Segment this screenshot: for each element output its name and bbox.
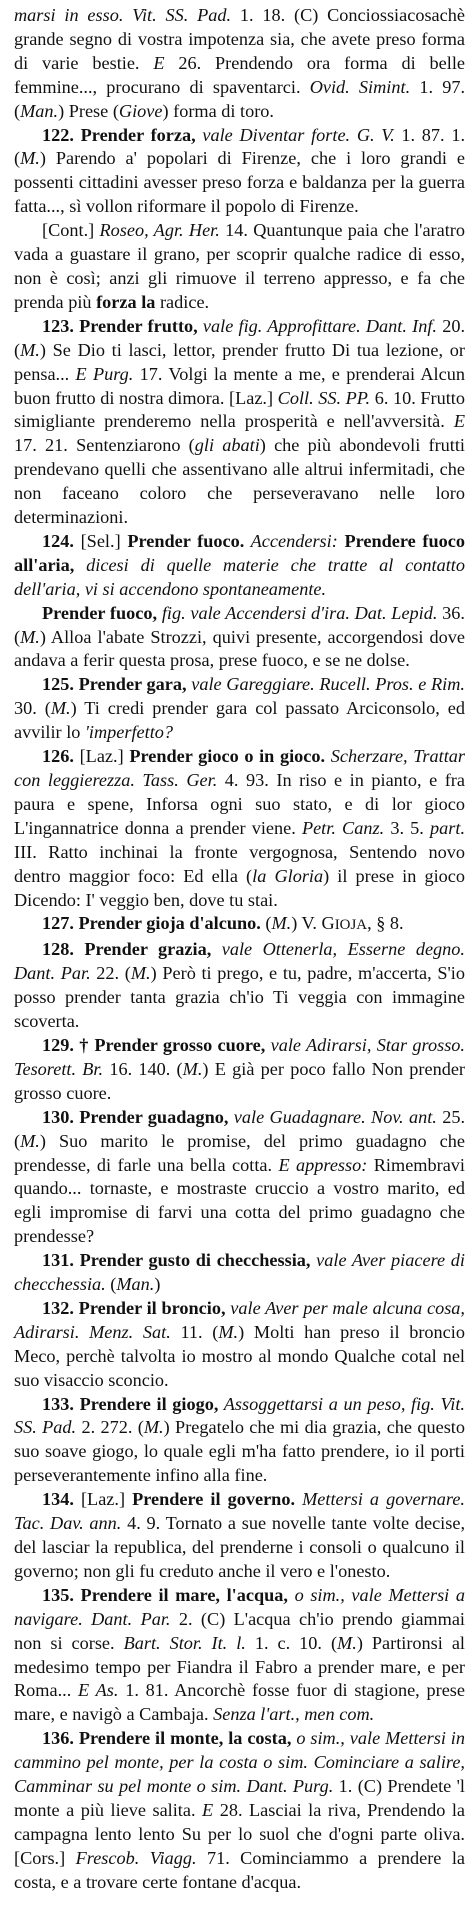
- body-text: 1. c. 10. (: [245, 1632, 338, 1653]
- citation-text: M.: [271, 913, 292, 934]
- entry-133-prendere-giogo: [14, 1393, 465, 1489]
- citation-text: E As.: [78, 1680, 119, 1701]
- body-text: C: [207, 1608, 220, 1629]
- citation-text: Man.: [20, 100, 59, 121]
- citation-text: M.: [218, 1321, 239, 1342]
- headword: 134.: [42, 1489, 81, 1510]
- headword: 123. Prender frutto,: [42, 315, 198, 336]
- headword: Prender fuoco,: [42, 602, 158, 623]
- citation-text: M.: [20, 148, 40, 169]
- body-text: 14. Quantunque paia che l'aratro vada a guastare il grano, per scoprir qualche radice di esso, non è così; anzi gli rimuove il terreno appresso, e fa che prenda più: [14, 220, 466, 312]
- entry-128-prender-grazia: [14, 938, 465, 1034]
- body-text: 4. 93. In riso e in pianto, e fra paura e spene, Inforsa ogni suo stato, e di lor gioco L'ingannatrice donna a prender viene.: [14, 770, 465, 838]
- citation-text: vale Diventar forte. G. V.: [195, 124, 395, 145]
- entry-126-prender-gioco: [14, 745, 465, 912]
- entry-124-prender-fuoco: [14, 530, 465, 602]
- headword: forza la: [96, 291, 156, 312]
- entry-134-prendere-governo: [14, 1488, 465, 1584]
- body-text: ): [154, 1274, 161, 1295]
- citation-text: Giove: [118, 100, 163, 121]
- headword: Prendere il governo.: [132, 1489, 296, 1510]
- citation-text: vale Aver per male alcuna cosa, Adirarsi. Menz. Sat.: [14, 1297, 465, 1342]
- citation-text: o sim., vale Mettersi a navigare. Dant. Par.: [14, 1584, 466, 1629]
- body-text: [Laz.]: [79, 746, 130, 767]
- headword: 130. Prender guadagno,: [42, 1106, 229, 1127]
- citation-text: Frescob. Viagg.: [75, 1847, 197, 1868]
- citation-text: marsi in esso. Vit. SS. Pad.: [14, 5, 232, 25]
- body-text: ) L'acqua ch'io prendo giammai non si corse.: [14, 1608, 465, 1653]
- body-text: ) Prendete 'l monte a più lieve salita.: [14, 1776, 465, 1820]
- body-text: (: [260, 913, 272, 934]
- body-text: 22. (: [90, 963, 131, 984]
- body-text: 1. 97. (: [14, 76, 466, 121]
- citation-text: vale Guadagnare. Nov. ant.: [228, 1106, 437, 1127]
- body-text: 2. (: [170, 1608, 207, 1629]
- citation-text: M.: [337, 1632, 357, 1653]
- entry-129-prender-grosso-cuore: [14, 1034, 465, 1106]
- headword: 132. Prender il broncio,: [42, 1297, 226, 1318]
- entry-132-prender-broncio: [14, 1297, 465, 1393]
- entry-125-prender-gara: [14, 673, 465, 745]
- headword: 136. Prendere il monte, la costa,: [42, 1728, 292, 1749]
- body-text: [Cont.]: [42, 220, 100, 241]
- body-text: 2. 272. (: [76, 1417, 144, 1438]
- citation-text: Assoggettarsi a un peso, fig. Vit. SS. Pad.: [14, 1393, 465, 1438]
- body-text: ) Molti han preso il broncio Meco, perchè talvolta io mostro al mondo Qualche cotal nel suo visaccio sconcio.: [14, 1321, 465, 1390]
- citation-text: gli abati: [194, 435, 260, 456]
- body-text: 16. 140. (: [103, 1058, 183, 1079]
- citation-text: M.: [50, 698, 71, 719]
- headword: 126.: [42, 746, 80, 767]
- citation-text: Scherzare, Trattar con leggierezza. Tass. Ger.: [14, 746, 465, 790]
- headword: Prender gioco o in gioco.: [129, 746, 326, 767]
- citation-text: 'imperfetto?: [84, 722, 174, 743]
- body-text: ) Prese (: [58, 100, 119, 121]
- entry-130-prender-guadagno: [14, 1106, 465, 1249]
- body-text: 25. (: [14, 1106, 466, 1151]
- citation-text: M.: [20, 626, 40, 647]
- citation-text: E: [453, 411, 465, 432]
- body-text: ) forma di toro.: [162, 100, 274, 121]
- body-text: ) il prese in gioco Dicendo: I' veggio ben, dove tu stai.: [14, 865, 465, 910]
- citation-text: la Gloria: [252, 865, 324, 886]
- body-text: [Sel.]: [80, 530, 128, 551]
- body-text: ) Partironsi al medesimo tempo per Fiandra il Fabro a prender mare, e per Roma...: [14, 1632, 465, 1701]
- body-text: 6. 10. Frutto simigliante prenderemo nella prosperità e nell'avversità.: [14, 387, 465, 432]
- citation-text: Roseo, Agr. Her.: [99, 220, 220, 241]
- body-text: , § 8.: [367, 913, 404, 934]
- entry-122-prender-forza: [14, 124, 465, 220]
- body-text: ) E già per poco fallo Non prender grosso cuore.: [14, 1058, 466, 1103]
- headword: 127. Prender gioja d'alcuno.: [42, 913, 261, 934]
- headword: Prendere fuoco all'aria,: [14, 530, 465, 575]
- citation-text: M.: [182, 1058, 203, 1079]
- body-text: ) Parendo a' popolari di Firenze, che i loro grandi e possenti cittadini avesser preso forza e baldanza per la guerra fatta..., sì vollon riformare il popolo di Firenze.: [14, 148, 465, 217]
- body-text: 11. (: [170, 1321, 219, 1342]
- citation-text: E: [153, 52, 165, 73]
- headword: 122. Prender forza,: [42, 124, 196, 145]
- body-text: ) Pregatelo che mi dia grazia, che questo suo soave giogo, lo quale egli m'ha fatto prendere, io il porti perseverantemente infino alla fine.: [14, 1417, 466, 1486]
- citation-text: E: [202, 1799, 214, 1820]
- headword: 133. Prendere il giogo,: [42, 1393, 219, 1414]
- citation-text: vale Adirarsi, Star grosso. Tesorett. Br.: [14, 1034, 465, 1079]
- citation-text: Petr. Canz.: [301, 817, 385, 838]
- entry-123-prender-frutto: [14, 315, 465, 530]
- body-text: ) V. G: [291, 913, 335, 934]
- body-text: ) Ti credi prender gara col passato Arciconsolo, ed avvilir lo: [14, 698, 465, 743]
- citation-text: M.: [130, 963, 151, 984]
- citation-text: Man.: [116, 1274, 155, 1295]
- headword: 135. Prendere il mare, l'acqua,: [42, 1584, 288, 1605]
- entry-131-prender-gusto: [14, 1249, 465, 1297]
- citation-text: M.: [143, 1417, 164, 1438]
- citation-text: Mettersi a governare. Tac. Dav. ann.: [14, 1489, 465, 1534]
- headword: 129. † Prender grosso cuore,: [42, 1034, 266, 1055]
- body-text: III. Ratto inchinai la fronte vergognosa, Sentendo novo dentro maggior foco: Ed ella (: [14, 841, 465, 886]
- body-text: 1. 87. 1. (: [14, 124, 465, 169]
- entry-122-cont-roseo: [14, 219, 465, 315]
- headword: 124.: [42, 530, 81, 551]
- entry-136-prendere-monte: [14, 1727, 465, 1894]
- citation-text: Coll. SS. PP.: [277, 387, 371, 408]
- headword: 125. Prender gara,: [42, 674, 187, 695]
- citation-text: vale fig. Approfittare. Dant. Inf.: [197, 315, 437, 336]
- headword: 131. Prender gusto di checchessia,: [42, 1250, 311, 1271]
- citation-text: M.: [20, 1130, 40, 1151]
- entry-127-prender-gioja: [14, 912, 465, 938]
- citation-text: vale Ottenerla, Esserne degno. Dant. Par.: [14, 939, 465, 984]
- body-text: 17. 21. Sentenziarono (: [14, 435, 195, 456]
- citation-text: vale Aver piacere di checchessia.: [14, 1250, 465, 1295]
- citation-text: Senza l'art., men com.: [213, 1704, 375, 1725]
- citation-text: Ovid. Simint.: [309, 76, 411, 97]
- body-text: radice.: [155, 291, 210, 312]
- citation-text: M.: [20, 339, 40, 360]
- body-text: ) Se Dio ti lasci, lettor, prender frutto Di tua lezione, or pensa...: [14, 339, 465, 384]
- citation-text: vale Gareggiare. Rucell. Pros. e Rim.: [186, 674, 465, 695]
- citation-text: fig. vale Accendersi d'ira. Dat. Lepid.: [157, 602, 438, 623]
- body-text: C: [363, 1776, 376, 1797]
- body-text: 30. (: [14, 698, 51, 719]
- body-text: ) Però ti prego, e tu, padre, m'accerta, S'io posso prender tanta grazia ch'io Ti veggia con immagine scoverta.: [14, 963, 465, 1032]
- body-text: 26. Prendendo ora forma di belle femmine..., procurano di spaventarci.: [14, 52, 465, 97]
- body-text: 71. Cominciammo a prendere la costa, e a trovare certe fontane d'acqua.: [14, 1847, 465, 1892]
- body-text: ) che più abondevoli frutti prendevano quelli che assentivano alle altrui infermitadi, che non faceano coloro che perseveravano nelle loro determinazioni.: [14, 435, 465, 528]
- citation-text: o sim., vale Mettersi in cammino pel monte, per la costa o sim. Cominciare a salire, Camminar su pel monte o sim. Dant. Purg.: [14, 1728, 466, 1797]
- body-text: ) Alloa l'abate Strozzi, quivi presente, accorgendosi dove andava a ferir questa prosa, prese fuoco, e se ne dolse.: [14, 626, 465, 671]
- headword: Prender fuoco.: [127, 530, 245, 551]
- entry-135-prendere-mare: [14, 1584, 465, 1727]
- body-text: ) Suo marito le promise, del primo guadagno che prendesse, di farle una bella cotta.: [14, 1130, 465, 1175]
- body-text: Rimembravi quando... tornaste, e mostraste cruccio a vostro marito, ed egli impromise di farvi una cotta del primo guadagno che prendesse?: [14, 1154, 465, 1247]
- body-text: 17. Volgi la mente a me, e prenderai Alcun buon frutto di nostra dimora. [Laz.]: [14, 363, 465, 408]
- body-text: 1. 81. Ancorchè fosse fuor di stagione, prese mare, e navigò a Cambaja.: [14, 1680, 465, 1725]
- body-text: 36. (: [14, 602, 465, 647]
- citation-text: dicesi di quelle materie che tratte al contatto dell'aria, vi si accendono spontaneamente.: [14, 554, 465, 599]
- body-text: 28. Lasciai la riva, Prendendo la campagna lento lento Su per lo suol che d'ogni parte oliva. [Cors.]: [14, 1799, 465, 1868]
- body-text: 4. 9. Tornato a sue novelle tante volte decise, del lasciar la republica, del prenderne i consoli o qualcuno il governo; non gli fu creduto anche il vero e l'onesto.: [14, 1513, 465, 1581]
- continuation-paragraph: [14, 4, 465, 124]
- body-text: 1. (: [333, 1776, 364, 1797]
- body-text: 20. (: [14, 315, 466, 360]
- body-text: [Laz.]: [80, 1489, 133, 1510]
- headword: 128. Prender grazia,: [42, 939, 212, 960]
- citation-text: E Purg.: [75, 363, 134, 384]
- body-text: 1. 18. (C) Conciossiacosachè grande segno di vostra impotenza sia, che avete preso forma di varie bestie.: [14, 5, 465, 73]
- citation-text: part.: [430, 817, 466, 838]
- citation-text: E appresso:: [278, 1154, 368, 1175]
- body-text: (: [105, 1274, 117, 1295]
- entry-124-prender-fuoco-fig: [14, 602, 465, 674]
- body-text: 3. 5.: [384, 817, 431, 838]
- body-text: IOJA: [334, 917, 368, 934]
- citation-text: Accendersi:: [244, 530, 345, 551]
- citation-text: Bart. Stor. It. l.: [123, 1632, 246, 1653]
